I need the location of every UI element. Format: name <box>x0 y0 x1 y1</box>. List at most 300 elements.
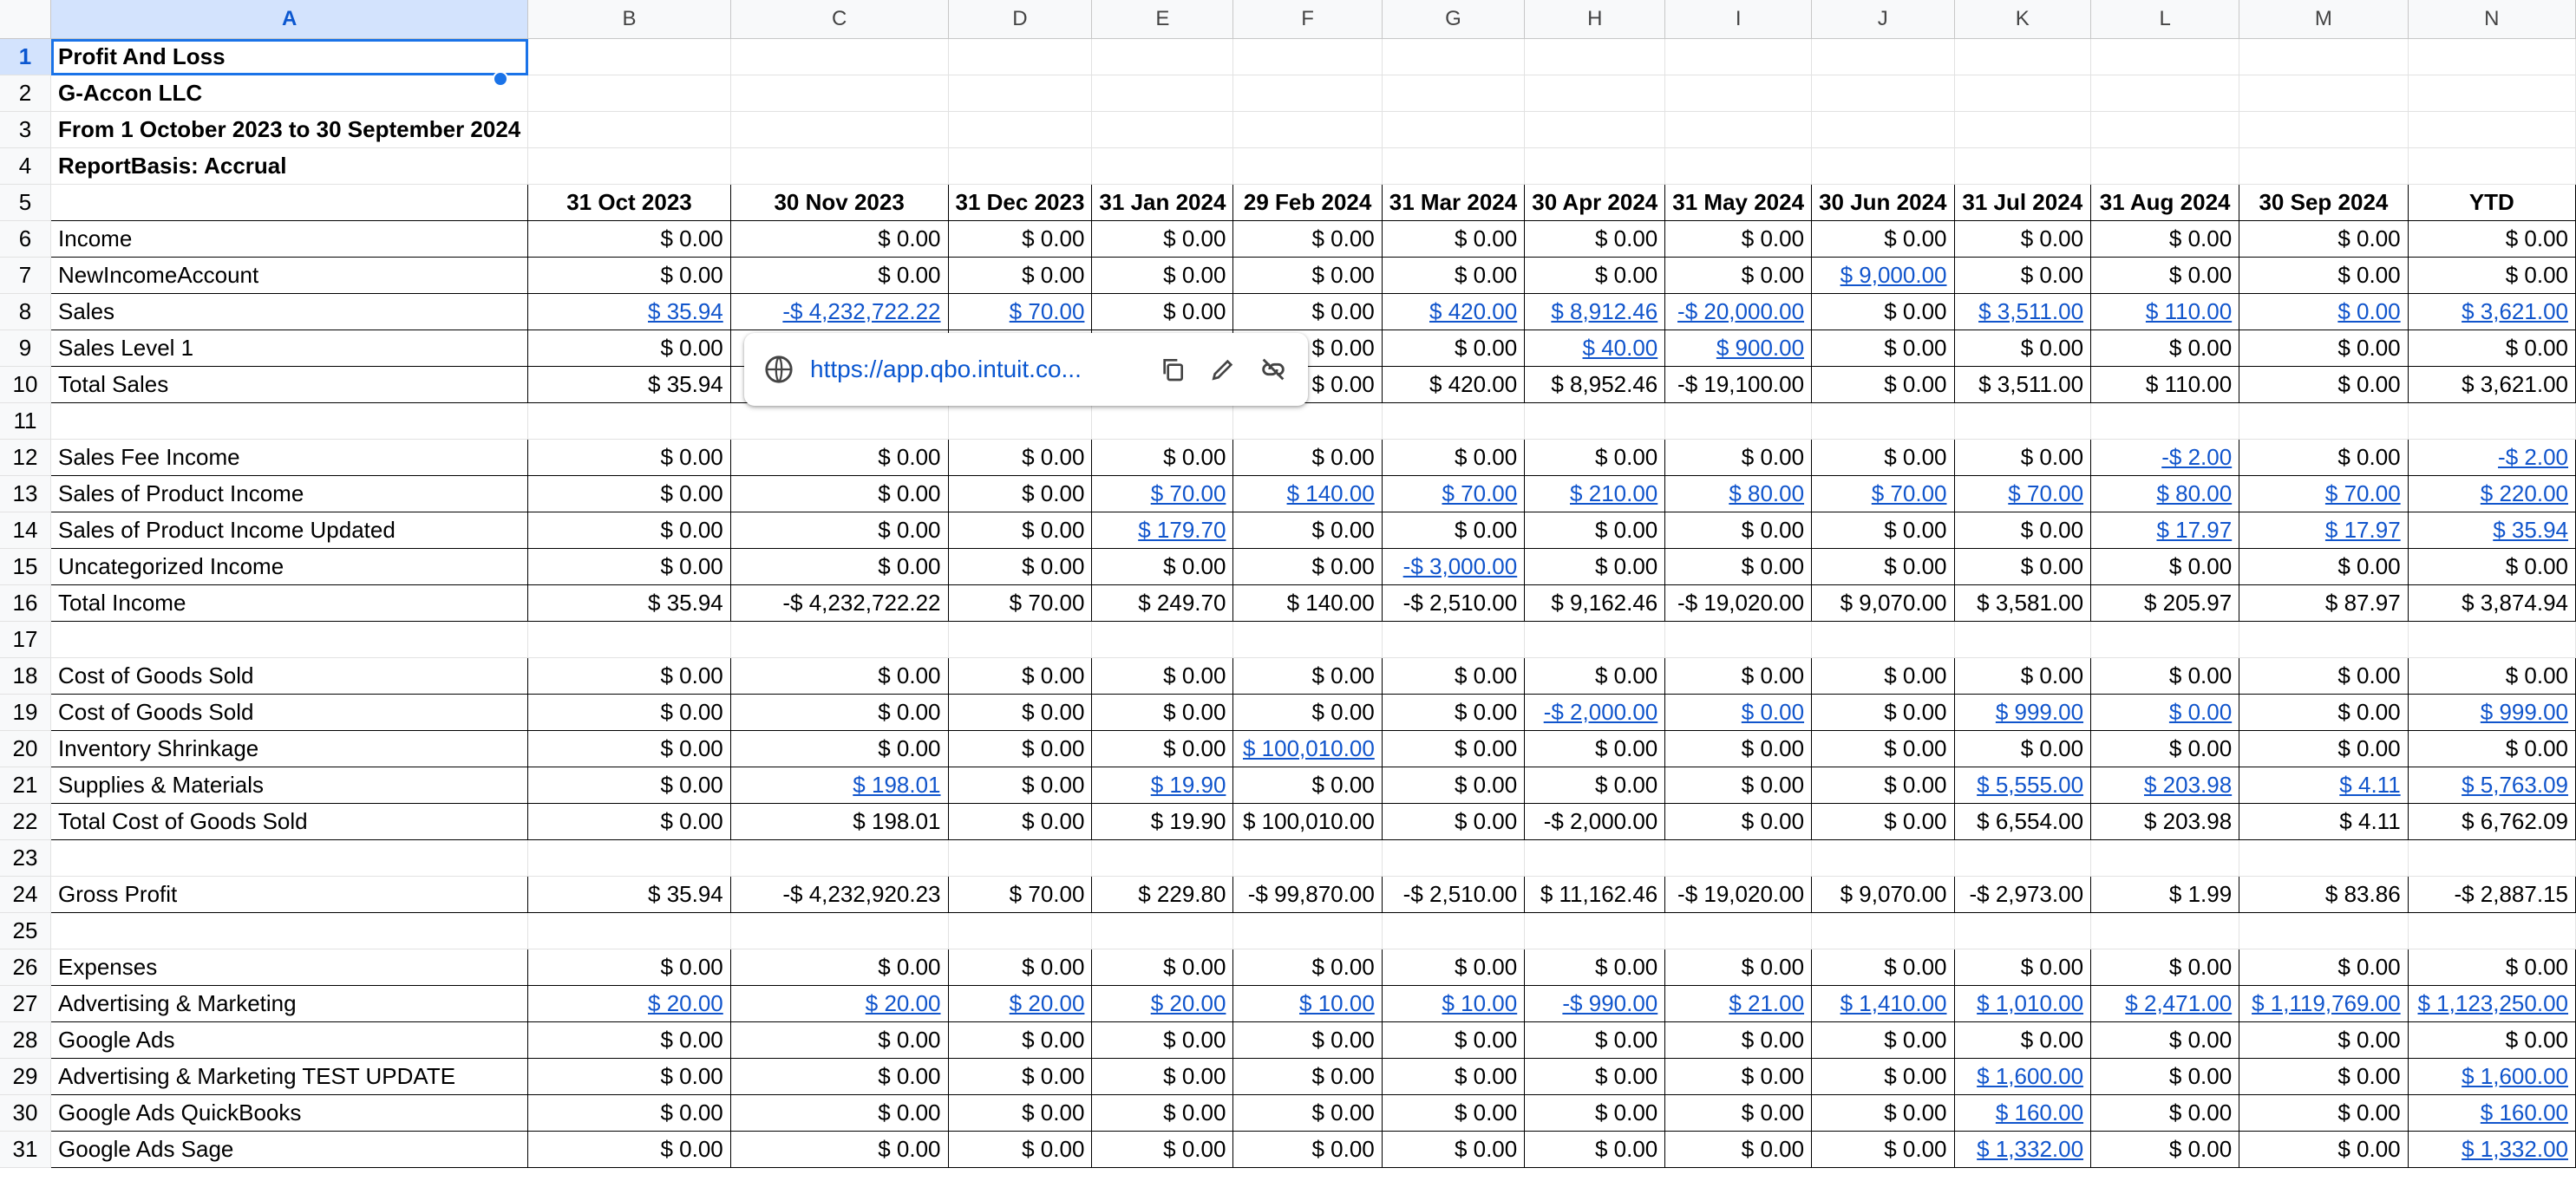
cell-link[interactable]: -$ 2.00 <box>2498 444 2568 470</box>
cell-e27[interactable] <box>1092 986 1233 1022</box>
cell-d29[interactable]: $ 0.00 <box>948 1059 1092 1095</box>
cell-h10[interactable]: $ 8,952.46 <box>1525 367 1665 403</box>
cell-e4[interactable] <box>1092 148 1233 185</box>
cell-a15[interactable]: Uncategorized Income <box>51 549 528 585</box>
row-header[interactable]: 7 <box>0 258 51 294</box>
cell-d17[interactable] <box>948 622 1092 658</box>
cell-n19[interactable] <box>2408 695 2575 731</box>
cell-h1[interactable] <box>1525 39 1665 75</box>
cell-b20[interactable]: $ 0.00 <box>528 731 731 767</box>
cell-g10[interactable]: $ 420.00 <box>1382 367 1524 403</box>
cell-l28[interactable]: $ 0.00 <box>2091 1022 2239 1059</box>
cell-link[interactable]: $ 1,600.00 <box>1977 1063 2084 1089</box>
cell-g15[interactable] <box>1382 549 1524 585</box>
cell-c27[interactable] <box>730 986 948 1022</box>
cell-d12[interactable]: $ 0.00 <box>948 440 1092 476</box>
cell-j6[interactable]: $ 0.00 <box>1812 221 1954 258</box>
cell-a13[interactable]: Sales of Product Income <box>51 476 528 512</box>
cell-k25[interactable] <box>1954 913 2091 949</box>
cell-e24[interactable]: $ 229.80 <box>1092 877 1233 913</box>
cell-a17[interactable] <box>51 622 528 658</box>
cell-f23[interactable] <box>1233 840 1382 877</box>
cell-link[interactable]: $ 100,010.00 <box>1242 735 1375 761</box>
row-header[interactable]: 15 <box>0 549 51 585</box>
cell-k4[interactable] <box>1954 148 2091 185</box>
cell-g29[interactable]: $ 0.00 <box>1382 1059 1524 1095</box>
row-header[interactable]: 31 <box>0 1132 51 1168</box>
cell-b27[interactable] <box>528 986 731 1022</box>
cell-k3[interactable] <box>1954 112 2091 148</box>
cell-n21[interactable] <box>2408 767 2575 804</box>
cell-i21[interactable]: $ 0.00 <box>1665 767 1812 804</box>
cell-l29[interactable]: $ 0.00 <box>2091 1059 2239 1095</box>
cell-k10[interactable]: $ 3,511.00 <box>1954 367 2091 403</box>
column-header-a[interactable]: A <box>51 0 528 39</box>
cell-e21[interactable] <box>1092 767 1233 804</box>
cell-b17[interactable] <box>528 622 731 658</box>
cell-j23[interactable] <box>1812 840 1954 877</box>
cell-l23[interactable] <box>2091 840 2239 877</box>
cell-d18[interactable]: $ 0.00 <box>948 658 1092 695</box>
cell-a18[interactable]: Cost of Goods Sold <box>51 658 528 695</box>
cell-h22[interactable]: -$ 2,000.00 <box>1525 804 1665 840</box>
cell-l13[interactable] <box>2091 476 2239 512</box>
cell-f13[interactable] <box>1233 476 1382 512</box>
cell-k1[interactable] <box>1954 39 2091 75</box>
cell-l12[interactable] <box>2091 440 2239 476</box>
cell-e18[interactable]: $ 0.00 <box>1092 658 1233 695</box>
cell-j20[interactable]: $ 0.00 <box>1812 731 1954 767</box>
cell-m4[interactable] <box>2239 148 2408 185</box>
cell-e19[interactable]: $ 0.00 <box>1092 695 1233 731</box>
cell-b14[interactable]: $ 0.00 <box>528 512 731 549</box>
cell-link[interactable]: $ 1,332.00 <box>2462 1136 2568 1162</box>
cell-h14[interactable]: $ 0.00 <box>1525 512 1665 549</box>
cell-k27[interactable] <box>1954 986 2091 1022</box>
cell-j29[interactable]: $ 0.00 <box>1812 1059 1954 1095</box>
row-header[interactable]: 25 <box>0 913 51 949</box>
cell-h4[interactable] <box>1525 148 1665 185</box>
row-header[interactable]: 14 <box>0 512 51 549</box>
cell-f19[interactable]: $ 0.00 <box>1233 695 1382 731</box>
column-header-e[interactable]: E <box>1092 0 1233 39</box>
cell-e26[interactable]: $ 0.00 <box>1092 949 1233 986</box>
cell-c3[interactable] <box>730 112 948 148</box>
cell-b13[interactable]: $ 0.00 <box>528 476 731 512</box>
cell-m12[interactable]: $ 0.00 <box>2239 440 2408 476</box>
cell-f18[interactable]: $ 0.00 <box>1233 658 1382 695</box>
cell-k8[interactable] <box>1954 294 2091 330</box>
cell-d30[interactable]: $ 0.00 <box>948 1095 1092 1132</box>
cell-h15[interactable]: $ 0.00 <box>1525 549 1665 585</box>
cell-e29[interactable]: $ 0.00 <box>1092 1059 1233 1095</box>
cell-e28[interactable]: $ 0.00 <box>1092 1022 1233 1059</box>
cell-b5[interactable]: 31 Oct 2023 <box>528 185 731 221</box>
cell-g23[interactable] <box>1382 840 1524 877</box>
cell-i23[interactable] <box>1665 840 1812 877</box>
cell-e22[interactable]: $ 19.90 <box>1092 804 1233 840</box>
cell-a27[interactable]: Advertising & Marketing <box>51 986 528 1022</box>
cell-link[interactable]: $ 35.94 <box>2493 517 2568 543</box>
cell-h23[interactable] <box>1525 840 1665 877</box>
cell-b9[interactable]: $ 0.00 <box>528 330 731 367</box>
cell-l15[interactable]: $ 0.00 <box>2091 549 2239 585</box>
cell-a14[interactable]: Sales of Product Income Updated <box>51 512 528 549</box>
cell-c1[interactable] <box>730 39 948 75</box>
cell-b21[interactable]: $ 0.00 <box>528 767 731 804</box>
cell-e14[interactable] <box>1092 512 1233 549</box>
cell-link[interactable]: $ 0.00 <box>2168 699 2233 725</box>
row-header[interactable]: 16 <box>0 585 51 622</box>
cell-n5[interactable]: YTD <box>2408 185 2575 221</box>
cell-k13[interactable] <box>1954 476 2091 512</box>
cell-link[interactable]: $ 420.00 <box>1429 298 1518 324</box>
cell-link[interactable]: $ 1,123,250.00 <box>2417 990 2568 1016</box>
cell-d26[interactable]: $ 0.00 <box>948 949 1092 986</box>
cell-i18[interactable]: $ 0.00 <box>1665 658 1812 695</box>
cell-c29[interactable]: $ 0.00 <box>730 1059 948 1095</box>
cell-g5[interactable]: 31 Mar 2024 <box>1382 185 1524 221</box>
cell-m10[interactable]: $ 0.00 <box>2239 367 2408 403</box>
column-header-f[interactable]: F <box>1233 0 1382 39</box>
cell-a2[interactable]: G-Accon LLC <box>51 75 528 112</box>
cell-c16[interactable]: -$ 4,232,722.22 <box>730 585 948 622</box>
cell-c28[interactable]: $ 0.00 <box>730 1022 948 1059</box>
cell-l21[interactable] <box>2091 767 2239 804</box>
cell-h30[interactable]: $ 0.00 <box>1525 1095 1665 1132</box>
cell-g21[interactable]: $ 0.00 <box>1382 767 1524 804</box>
cell-e15[interactable]: $ 0.00 <box>1092 549 1233 585</box>
cell-c15[interactable]: $ 0.00 <box>730 549 948 585</box>
cell-c22[interactable]: $ 198.01 <box>730 804 948 840</box>
row-header[interactable]: 28 <box>0 1022 51 1059</box>
cell-c14[interactable]: $ 0.00 <box>730 512 948 549</box>
cell-m11[interactable] <box>2239 403 2408 440</box>
cell-k23[interactable] <box>1954 840 2091 877</box>
cell-f12[interactable]: $ 0.00 <box>1233 440 1382 476</box>
column-header-g[interactable]: G <box>1382 0 1524 39</box>
cell-g25[interactable] <box>1382 913 1524 949</box>
cell-link[interactable]: $ 70.00 <box>1442 480 1518 506</box>
cell-k17[interactable] <box>1954 622 2091 658</box>
row-header[interactable]: 4 <box>0 148 51 185</box>
cell-n1[interactable] <box>2408 39 2575 75</box>
cell-j13[interactable] <box>1812 476 1954 512</box>
cell-m31[interactable]: $ 0.00 <box>2239 1132 2408 1168</box>
cell-c21[interactable] <box>730 767 948 804</box>
cell-d14[interactable]: $ 0.00 <box>948 512 1092 549</box>
cell-l22[interactable]: $ 203.98 <box>2091 804 2239 840</box>
cell-a5[interactable] <box>51 185 528 221</box>
cell-i6[interactable]: $ 0.00 <box>1665 221 1812 258</box>
row-header[interactable]: 11 <box>0 403 51 440</box>
cell-m28[interactable]: $ 0.00 <box>2239 1022 2408 1059</box>
cell-link[interactable]: $ 20.00 <box>1150 990 1226 1016</box>
cell-j2[interactable] <box>1812 75 1954 112</box>
cell-j10[interactable]: $ 0.00 <box>1812 367 1954 403</box>
cell-h17[interactable] <box>1525 622 1665 658</box>
cell-a22[interactable]: Total Cost of Goods Sold <box>51 804 528 840</box>
cell-n15[interactable]: $ 0.00 <box>2408 549 2575 585</box>
cell-i12[interactable]: $ 0.00 <box>1665 440 1812 476</box>
cell-d13[interactable]: $ 0.00 <box>948 476 1092 512</box>
copy-icon[interactable] <box>1157 354 1188 385</box>
cell-l17[interactable] <box>2091 622 2239 658</box>
cell-h7[interactable]: $ 0.00 <box>1525 258 1665 294</box>
cell-g4[interactable] <box>1382 148 1524 185</box>
cell-a26[interactable]: Expenses <box>51 949 528 986</box>
cell-link[interactable]: $ 160.00 <box>2480 1099 2568 1126</box>
cell-h24[interactable]: $ 11,162.46 <box>1525 877 1665 913</box>
cell-j14[interactable]: $ 0.00 <box>1812 512 1954 549</box>
cell-link[interactable]: $ 999.00 <box>2480 699 2568 725</box>
cell-n2[interactable] <box>2408 75 2575 112</box>
cell-e31[interactable]: $ 0.00 <box>1092 1132 1233 1168</box>
cell-b28[interactable]: $ 0.00 <box>528 1022 731 1059</box>
column-header-k[interactable]: K <box>1954 0 2091 39</box>
cell-link[interactable]: $ 220.00 <box>2480 480 2568 506</box>
cell-m19[interactable]: $ 0.00 <box>2239 695 2408 731</box>
cell-n10[interactable]: $ 3,621.00 <box>2408 367 2575 403</box>
cell-i19[interactable] <box>1665 695 1812 731</box>
row-header[interactable]: 13 <box>0 476 51 512</box>
cell-j24[interactable]: $ 9,070.00 <box>1812 877 1954 913</box>
cell-l8[interactable] <box>2091 294 2239 330</box>
cell-l16[interactable]: $ 205.97 <box>2091 585 2239 622</box>
row-header[interactable]: 9 <box>0 330 51 367</box>
cell-d27[interactable] <box>948 986 1092 1022</box>
cell-d20[interactable]: $ 0.00 <box>948 731 1092 767</box>
cell-k22[interactable]: $ 6,554.00 <box>1954 804 2091 840</box>
cell-g22[interactable]: $ 0.00 <box>1382 804 1524 840</box>
cell-j27[interactable] <box>1812 986 1954 1022</box>
cell-b22[interactable]: $ 0.00 <box>528 804 731 840</box>
cell-link[interactable]: $ 20.00 <box>648 990 723 1016</box>
cell-d28[interactable]: $ 0.00 <box>948 1022 1092 1059</box>
cell-h8[interactable] <box>1525 294 1665 330</box>
cell-d2[interactable] <box>948 75 1092 112</box>
cell-e11[interactable] <box>1092 403 1233 440</box>
cell-m8[interactable] <box>2239 294 2408 330</box>
cell-k2[interactable] <box>1954 75 2091 112</box>
cell-f20[interactable] <box>1233 731 1382 767</box>
cell-a16[interactable]: Total Income <box>51 585 528 622</box>
cell-b29[interactable]: $ 0.00 <box>528 1059 731 1095</box>
cell-f22[interactable]: $ 100,010.00 <box>1233 804 1382 840</box>
column-header-j[interactable]: J <box>1812 0 1954 39</box>
row-header[interactable]: 17 <box>0 622 51 658</box>
cell-d6[interactable]: $ 0.00 <box>948 221 1092 258</box>
cell-k24[interactable]: -$ 2,973.00 <box>1954 877 2091 913</box>
cell-n22[interactable]: $ 6,762.09 <box>2408 804 2575 840</box>
cell-l6[interactable]: $ 0.00 <box>2091 221 2239 258</box>
cell-c2[interactable] <box>730 75 948 112</box>
cell-a21[interactable]: Supplies & Materials <box>51 767 528 804</box>
cell-g2[interactable] <box>1382 75 1524 112</box>
cell-g30[interactable]: $ 0.00 <box>1382 1095 1524 1132</box>
cell-f17[interactable] <box>1233 622 1382 658</box>
cell-n27[interactable] <box>2408 986 2575 1022</box>
cell-m3[interactable] <box>2239 112 2408 148</box>
cell-link[interactable]: $ 1,119,769.00 <box>2252 990 2401 1016</box>
cell-m7[interactable]: $ 0.00 <box>2239 258 2408 294</box>
cell-m21[interactable] <box>2239 767 2408 804</box>
cell-j1[interactable] <box>1812 39 1954 75</box>
cell-g28[interactable]: $ 0.00 <box>1382 1022 1524 1059</box>
cell-b8[interactable] <box>528 294 731 330</box>
row-header[interactable]: 21 <box>0 767 51 804</box>
cell-l7[interactable]: $ 0.00 <box>2091 258 2239 294</box>
cell-g31[interactable]: $ 0.00 <box>1382 1132 1524 1168</box>
row-header[interactable]: 29 <box>0 1059 51 1095</box>
cell-link[interactable]: $ 4.11 <box>2339 772 2401 798</box>
cell-l10[interactable]: $ 110.00 <box>2091 367 2239 403</box>
edit-pencil-icon[interactable] <box>1207 354 1239 385</box>
cell-link[interactable]: $ 80.00 <box>1729 480 1805 506</box>
cell-n31[interactable] <box>2408 1132 2575 1168</box>
cell-k12[interactable]: $ 0.00 <box>1954 440 2091 476</box>
cell-f16[interactable]: $ 140.00 <box>1233 585 1382 622</box>
cell-link[interactable]: -$ 2.00 <box>2161 444 2233 470</box>
cell-n4[interactable] <box>2408 148 2575 185</box>
cell-f6[interactable]: $ 0.00 <box>1233 221 1382 258</box>
cell-a11[interactable] <box>51 403 528 440</box>
cell-h31[interactable]: $ 0.00 <box>1525 1132 1665 1168</box>
cell-m18[interactable]: $ 0.00 <box>2239 658 2408 695</box>
cell-i17[interactable] <box>1665 622 1812 658</box>
cell-c31[interactable]: $ 0.00 <box>730 1132 948 1168</box>
cell-i5[interactable]: 31 May 2024 <box>1665 185 1812 221</box>
cell-h2[interactable] <box>1525 75 1665 112</box>
cell-k26[interactable]: $ 0.00 <box>1954 949 2091 986</box>
cell-n16[interactable]: $ 3,874.94 <box>2408 585 2575 622</box>
cell-link[interactable]: $ 10.00 <box>1299 990 1375 1016</box>
cell-h19[interactable] <box>1525 695 1665 731</box>
cell-d4[interactable] <box>948 148 1092 185</box>
cell-h27[interactable] <box>1525 986 1665 1022</box>
cell-g6[interactable]: $ 0.00 <box>1382 221 1524 258</box>
cell-l27[interactable] <box>2091 986 2239 1022</box>
cell-j11[interactable] <box>1812 403 1954 440</box>
cell-f25[interactable] <box>1233 913 1382 949</box>
column-header-h[interactable]: H <box>1525 0 1665 39</box>
cell-h18[interactable]: $ 0.00 <box>1525 658 1665 695</box>
cell-l2[interactable] <box>2091 75 2239 112</box>
selection-fill-handle[interactable] <box>493 71 508 87</box>
cell-c8[interactable] <box>730 294 948 330</box>
cell-b26[interactable]: $ 0.00 <box>528 949 731 986</box>
cell-j15[interactable]: $ 0.00 <box>1812 549 1954 585</box>
cell-f31[interactable]: $ 0.00 <box>1233 1132 1382 1168</box>
cell-b19[interactable]: $ 0.00 <box>528 695 731 731</box>
cell-m26[interactable]: $ 0.00 <box>2239 949 2408 986</box>
cell-e7[interactable]: $ 0.00 <box>1092 258 1233 294</box>
cell-f9[interactable]: $ 0.00 <box>1233 330 1382 367</box>
cell-g17[interactable] <box>1382 622 1524 658</box>
cell-b2[interactable] <box>528 75 731 112</box>
cell-h26[interactable]: $ 0.00 <box>1525 949 1665 986</box>
cell-j16[interactable]: $ 9,070.00 <box>1812 585 1954 622</box>
cell-i4[interactable] <box>1665 148 1812 185</box>
cell-e8[interactable]: $ 0.00 <box>1092 294 1233 330</box>
cell-c30[interactable]: $ 0.00 <box>730 1095 948 1132</box>
cell-link[interactable]: $ 21.00 <box>1729 990 1805 1016</box>
cell-a23[interactable] <box>51 840 528 877</box>
cell-m22[interactable]: $ 4.11 <box>2239 804 2408 840</box>
cell-n14[interactable] <box>2408 512 2575 549</box>
cell-f10[interactable]: $ 0.00 <box>1233 367 1382 403</box>
cell-link[interactable]: $ 0.00 <box>2337 298 2401 324</box>
cell-k29[interactable] <box>1954 1059 2091 1095</box>
cell-n18[interactable]: $ 0.00 <box>2408 658 2575 695</box>
cell-f2[interactable] <box>1233 75 1382 112</box>
cell-i9[interactable] <box>1665 330 1812 367</box>
cell-a7[interactable]: NewIncomeAccount <box>51 258 528 294</box>
cell-link[interactable]: $ 140.00 <box>1286 480 1375 506</box>
cell-i28[interactable]: $ 0.00 <box>1665 1022 1812 1059</box>
cell-link[interactable]: $ 17.97 <box>2324 517 2401 543</box>
cell-k7[interactable]: $ 0.00 <box>1954 258 2091 294</box>
cell-h20[interactable]: $ 0.00 <box>1525 731 1665 767</box>
cell-f11[interactable] <box>1233 403 1382 440</box>
cell-k5[interactable]: 31 Jul 2024 <box>1954 185 2091 221</box>
cell-n8[interactable] <box>2408 294 2575 330</box>
cell-link[interactable]: $ 0.00 <box>1741 699 1805 725</box>
column-header-b[interactable]: B <box>528 0 731 39</box>
cell-d15[interactable]: $ 0.00 <box>948 549 1092 585</box>
cell-link[interactable]: $ 70.00 <box>2008 480 2084 506</box>
cell-c12[interactable]: $ 0.00 <box>730 440 948 476</box>
cell-i29[interactable]: $ 0.00 <box>1665 1059 1812 1095</box>
cell-m30[interactable]: $ 0.00 <box>2239 1095 2408 1132</box>
cell-j5[interactable]: 30 Jun 2024 <box>1812 185 1954 221</box>
cell-c25[interactable] <box>730 913 948 949</box>
cell-d11[interactable] <box>948 403 1092 440</box>
cell-l24[interactable]: $ 1.99 <box>2091 877 2239 913</box>
cell-b12[interactable]: $ 0.00 <box>528 440 731 476</box>
cell-j21[interactable]: $ 0.00 <box>1812 767 1954 804</box>
cell-n25[interactable] <box>2408 913 2575 949</box>
row-header[interactable]: 26 <box>0 949 51 986</box>
row-header[interactable]: 24 <box>0 877 51 913</box>
cell-link[interactable]: $ 3,621.00 <box>2462 298 2568 324</box>
cell-m27[interactable] <box>2239 986 2408 1022</box>
cell-g27[interactable] <box>1382 986 1524 1022</box>
cell-c23[interactable] <box>730 840 948 877</box>
cell-j18[interactable]: $ 0.00 <box>1812 658 1954 695</box>
cell-m20[interactable]: $ 0.00 <box>2239 731 2408 767</box>
cell-c4[interactable] <box>730 148 948 185</box>
cell-d16[interactable]: $ 70.00 <box>948 585 1092 622</box>
cell-k9[interactable]: $ 0.00 <box>1954 330 2091 367</box>
cell-i10[interactable]: -$ 19,100.00 <box>1665 367 1812 403</box>
cell-h13[interactable] <box>1525 476 1665 512</box>
row-header[interactable]: 22 <box>0 804 51 840</box>
cell-n6[interactable]: $ 0.00 <box>2408 221 2575 258</box>
cell-c11[interactable] <box>730 403 948 440</box>
cell-e2[interactable] <box>1092 75 1233 112</box>
cell-link[interactable]: $ 70.00 <box>1150 480 1226 506</box>
cell-h25[interactable] <box>1525 913 1665 949</box>
cell-i24[interactable]: -$ 19,020.00 <box>1665 877 1812 913</box>
cell-f24[interactable]: -$ 99,870.00 <box>1233 877 1382 913</box>
cell-m29[interactable]: $ 0.00 <box>2239 1059 2408 1095</box>
cell-e16[interactable]: $ 249.70 <box>1092 585 1233 622</box>
cell-k31[interactable] <box>1954 1132 2091 1168</box>
cell-k18[interactable]: $ 0.00 <box>1954 658 2091 695</box>
cell-g11[interactable] <box>1382 403 1524 440</box>
cell-link[interactable]: $ 1,410.00 <box>1840 990 1947 1016</box>
